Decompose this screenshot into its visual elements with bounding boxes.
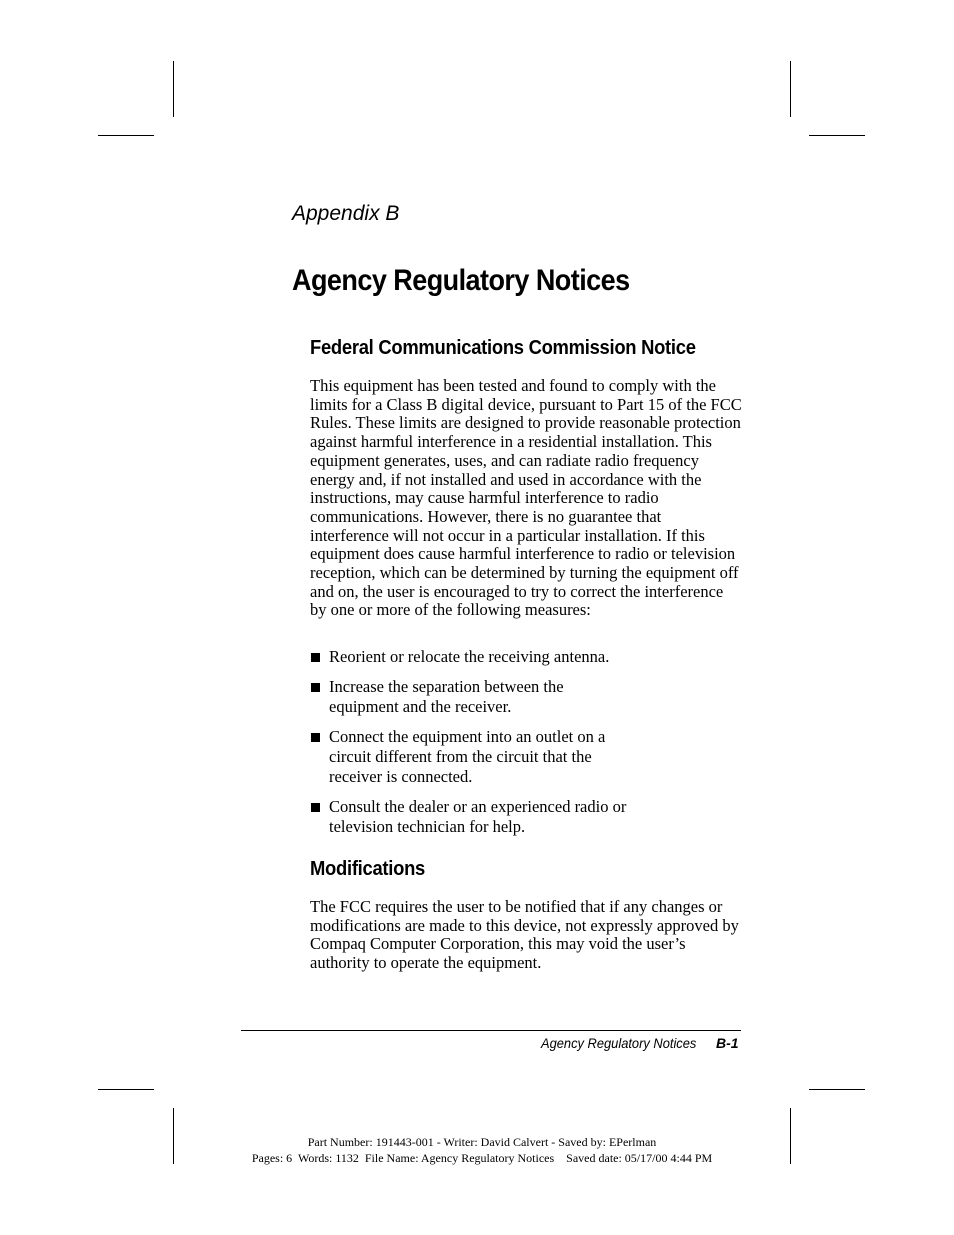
- crop-mark-top-left-vertical: [173, 61, 174, 117]
- crop-mark-top-right-vertical: [790, 61, 791, 117]
- square-bullet-icon: [311, 733, 320, 742]
- list-item: [310, 727, 639, 787]
- square-bullet-icon: [311, 803, 320, 812]
- list-item: [310, 797, 669, 837]
- document-meta-line-1: Part Number: 191443-001 - Writer: David Calvert - Saved by: EPerlman: [307, 1135, 657, 1149]
- list-item-text: Consult the dealer or an experienced radio or television technician for help.: [329, 797, 627, 836]
- list-item-text: Connect the equipment into an outlet on a circuit different from the circuit that the receiver is connected.: [329, 727, 606, 786]
- crop-mark-bottom-left-horizontal: [98, 1089, 154, 1090]
- crop-mark-top-left-horizontal: [98, 135, 154, 136]
- list-item: [310, 647, 742, 667]
- crop-mark-top-right-horizontal: [809, 135, 865, 136]
- fcc-measures-list: [310, 647, 742, 847]
- crop-mark-bottom-right-horizontal: [809, 1089, 865, 1090]
- square-bullet-icon: [311, 653, 320, 662]
- footer-page-number: B-1: [716, 1035, 739, 1051]
- fcc-body-paragraph: This equipment has been tested and found to comply with the limits for a Class B digital device, pursuant to Part 15 of the FCC Rules. These limits are designed to provide reasonable protection against harmful interference in a residential installation. This equipment generates, uses, and can radiate radio frequency energy and, if not installed and used in accordance with the instructions, may cause harmful interference to radio communications. However, there is no guarantee that interference will not occur in a particular installation. If this equipment does cause harmful interference to radio or television reception, which can be determined by turning the equipment off and on, the user is encouraged to try to correct the interference by one or more of the following measures:: [310, 376, 742, 620]
- modifications-body-paragraph: The FCC requires the user to be notified that if any changes or modifications are made to this device, not expressly approved by Compaq Computer Corporation, this may void the user’s authority to operate the equipment.: [310, 897, 739, 973]
- footer-rule: [241, 1030, 741, 1031]
- list-item-text: Increase the separation between the equipment and the receiver.: [329, 677, 564, 716]
- fcc-section-heading: Federal Communications Commission Notice: [310, 337, 696, 359]
- modifications-heading: Modifications: [310, 858, 425, 880]
- list-item-text: Reorient or relocate the receiving antenna.: [329, 647, 610, 666]
- appendix-label: Appendix B: [292, 202, 400, 225]
- chapter-title: Agency Regulatory Notices: [292, 264, 630, 297]
- square-bullet-icon: [311, 683, 320, 692]
- footer-running-title: Agency Regulatory Notices: [541, 1035, 697, 1051]
- document-meta-line-2: Pages: 6 Words: 1132 File Name: Agency Regulatory Notices Saved date: 05/17/00 4:44 PM: [251, 1151, 713, 1165]
- list-item: [310, 677, 609, 717]
